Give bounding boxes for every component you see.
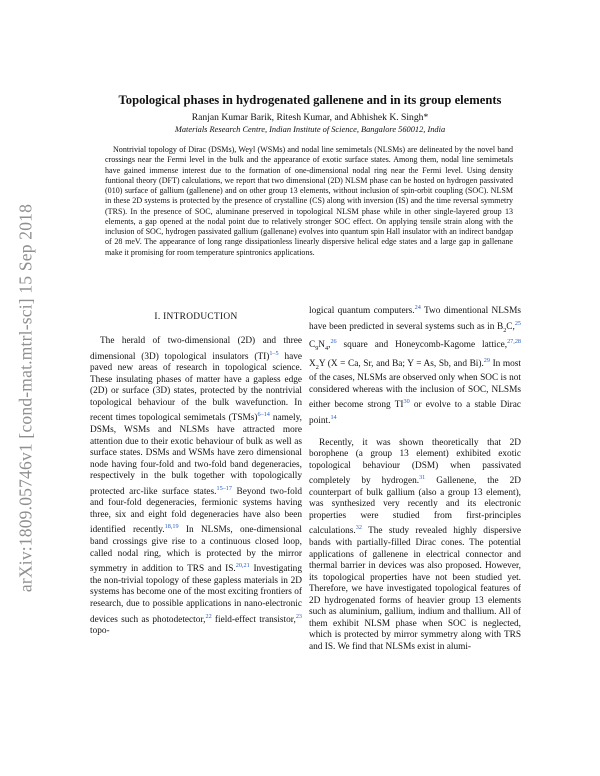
text-run: In NLSMs, one-dimensional band crossings give rise to a continuous closed loop, called nodal ring, which is protected by the mirror symmetry in addition to TRS and IS. [90,525,303,575]
citation-ref[interactable]: 20,21 [235,562,250,570]
citation-ref[interactable]: 23 [295,612,303,620]
citation-ref[interactable]: 27,28 [507,338,521,346]
text-run: have paved new areas of research in topological science. These insulating phases of matter have a gapless edge (2D) or surface (3D) states, protected by the nontrivial topological behaviour of the bulk wavefunction. In recent times topological semimetals (TSMs) [90,351,303,424]
abstract: Nontrivial topology of Dirac (DSMs), Weyl (WSMs) and nodal line semimetals (NLSMs) are delineated by the novel band crossings near the Fermi level in the bulk and the appearance of exotic surface states. Among them, nodal line semimetals have gained immense interest due to the formation of one-dimensional nodal ring near the Fermi level. Using density funtional theory (DFT) calculations, we report that two dimensional (2D) NLSM phase can be hosted on hydrogen passivated (010) surface of gallium (gallenene) and on other group 13 elements, without inclusion of spin-orbit coupling (SOC). NLSM in these 2D systems is protected by the presence of crystalline (CS) along with inversion (IS) and the time reversal symmetry (TRS). In the presence of SOC, aluminane preserved in topological NLSM phase while in other single-layered group 13 elements, a gap opened at the nodal point due to relatively stronger SOC effect. On applying tensile strain along with the inclusion of SOC, hydrogen passivated gallium (gallenane) evolves into quantum spin Hall insulator with an indirect bandgap of 28 meV. The appearance of long range dissipationless linearly dispersive helical edge states and a large gap in gallenane make it promising for room temperature spintronics applications. [105,145,513,257]
citation-ref[interactable]: 29 [483,356,490,364]
text-run: Y (X = Ca, Sr, and Ba; Y = As, Sb, and Bi). [318,358,484,369]
text-run: field-effect transistor, [211,614,296,625]
citation-ref[interactable]: 24 [414,304,421,311]
text-run: In most of the cases, NLSMs are observed only when SOC is not considered whereas with the inclusion of SOC, NLSMs either become strong TI [309,358,521,411]
section-heading: I. INTRODUCTION [154,312,238,322]
left-column [90,302,302,638]
intro-paragraph-2 [309,438,521,654]
citation-ref[interactable]: 6–14 [257,411,270,419]
text-run: C, [506,321,515,332]
subscript: 2 [503,326,507,334]
text-run: The study revealed highly dispersive bands with partially-filled Dirac cones. The potential applications of gallenene in electrical connector and thermal barrier in devices was also proposed. However, its topological properties have not been studied yet. Therefore, we have investigated topological features of 2D hydrogenated forms of heavier group 13 elements such as aluminium, gallium, indium and thallium. All of them exhibit NLSM phase when SOC is neglected, which is protected by mirror symmetry along with TRS and IS. We find that NLSMs exist in alumi- [309,526,521,652]
arxiv-identifier [8,188,44,608]
text-run: Recently, it was shown theoretically that 2D borophene (a group 13 element) exhibited exotic topological behaviour (DSM) when passivated completely by hydrogen. [309,437,521,487]
text-run: , [328,340,331,351]
paper-title: Topological phases in hydrogenated gallenene and in its group elements [118,93,502,107]
citation-ref[interactable]: 18,19 [164,523,179,531]
text-run: logical quantum computers. [309,306,415,317]
citation-ref[interactable]: 14 [330,413,337,421]
text-run: C [309,340,316,351]
intro-paragraph-1 [90,336,302,638]
citation-ref[interactable]: 15–17 [216,484,232,492]
text-run: topo- [90,626,110,637]
citation-ref[interactable]: 31 [419,474,426,482]
affiliation: Materials Research Centre, Indian Institute of Science, Bangalore 560012, India [174,125,446,134]
subscript: 2 [315,363,319,371]
subscript: 4 [325,345,329,353]
subscript: 9 [315,345,319,353]
citation-ref[interactable]: 25 [514,319,521,327]
citation-ref[interactable]: 30 [403,398,410,406]
text-run: N [318,340,326,351]
arxiv-identifier-text: arXiv:1809.05746v1 [cond-mat.mtrl-sci] 15 Sep 2018 [15,203,36,593]
right-column [309,302,521,654]
citation-ref[interactable]: 1–5 [269,349,279,357]
citation-ref[interactable]: 22 [205,612,212,620]
intro-paragraph-continued [309,302,521,428]
text-run: square and Honeycomb-Kagome lattice, [336,340,508,351]
citation-ref[interactable]: 26 [330,338,337,346]
text-run: namely, DSMs, WSMs and NLSMs have attracted more attention due to their exotic behaviour of bulk as well as surface states. DSMs and WSMs have zero dimensional node having four-fold and two-fold band degeneracies, respectively in the bulk together with topologically protected arc-like surface states. [90,413,302,497]
text-run: Beyond two-fold and four-fold degeneracies, fermionic systems having three, six and eight fold degeneracies have also been identified recently. [90,486,302,536]
text-run: Two dimentional NLSMs have been predicted in several systems such as in B [309,306,521,332]
text-run: or evolve to a stable Dirac point. [309,400,521,426]
text-run: The herald of two-dimensional (2D) and three dimensional (3D) topological insulators (TI) [90,336,302,362]
citation-ref[interactable]: 32 [355,524,362,532]
text-run: Investigating the non-trivial topology of these gapless materials in 2D systems has become one of the most exciting frontiers of research, due to possible applications in nano-electronic devices such as photodetector, [90,564,302,625]
text-run: Gallenene, the 2D counterpart of bulk gallium (also a group 13 element), was synthesized very recently and its electronic properties were studied from first-principles calculations. [309,476,522,537]
author-list: Ranjan Kumar Barik, Ritesh Kumar, and Abhishek K. Singh* [191,112,429,123]
text-run: X [309,358,316,369]
